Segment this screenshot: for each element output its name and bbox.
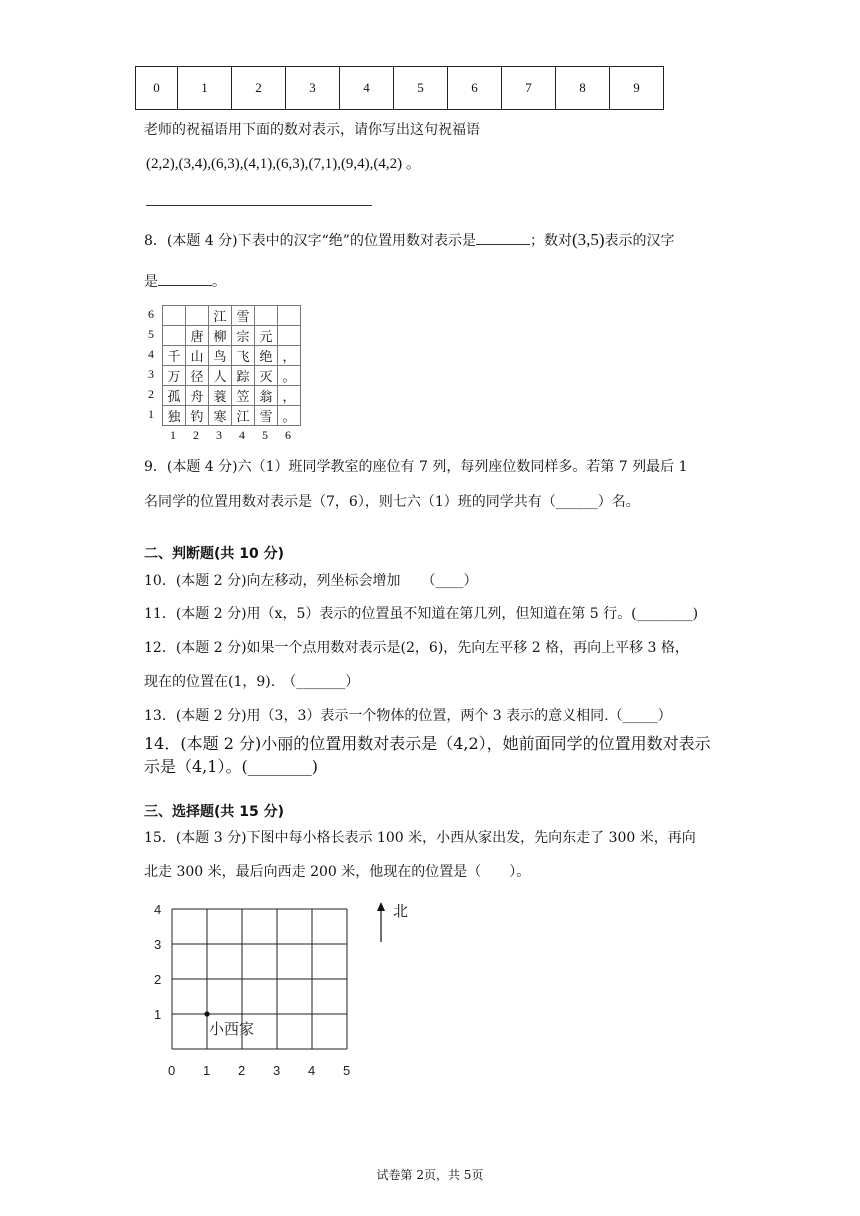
map-y-label: 3 xyxy=(154,937,162,952)
q8-text-a: 8．(本题 4 分)下表中的汉字“绝”的位置用数对表示是 xyxy=(144,233,476,249)
poem-row xyxy=(163,306,301,326)
map-grid xyxy=(172,909,347,1049)
map-x-label: 5 xyxy=(343,1063,351,1078)
poem-cell: 柳 xyxy=(209,326,232,346)
poem-cell: ， xyxy=(278,346,301,366)
poem-cell: 人 xyxy=(209,366,232,386)
poem-cell: 千 xyxy=(163,346,186,366)
q14-line2: 示是（4,1）。(________) xyxy=(144,757,318,776)
map-y-label: 2 xyxy=(154,972,162,987)
poem-cell: 飞 xyxy=(232,346,255,366)
poem-cell: 万 xyxy=(163,366,186,386)
poem-y-label: 4 xyxy=(148,347,154,361)
poem-cell: 江 xyxy=(232,406,255,426)
poem-cell: 江 xyxy=(209,306,232,326)
poem-cell: 寒 xyxy=(209,406,232,426)
poem-cell: 元 xyxy=(255,326,278,346)
section-heading-choice: 三、选择题(共 15 分) xyxy=(144,804,285,820)
section-heading-judgement: 二、判断题(共 10 分) xyxy=(144,546,285,562)
poem-x-label: 4 xyxy=(239,428,245,442)
page-footer: 试卷第 2页，共 5页 xyxy=(376,1168,484,1182)
home-point xyxy=(204,1011,209,1016)
map-x-label: 2 xyxy=(238,1063,246,1078)
digit-cell: 8 xyxy=(556,67,610,110)
poem-cell: 绝 xyxy=(255,346,278,366)
q8-blank-1[interactable] xyxy=(476,230,530,245)
poem-cell xyxy=(255,306,278,326)
poem-x-label: 3 xyxy=(216,428,222,442)
digit-cell: 0 xyxy=(136,67,178,110)
q8-line2-end: 。 xyxy=(212,274,226,290)
digit-cell: 6 xyxy=(448,67,502,110)
digit-cell: 4 xyxy=(340,67,394,110)
digit-cell: 5 xyxy=(394,67,448,110)
q8-line2 xyxy=(144,271,226,291)
map-y-label: 1 xyxy=(154,1007,162,1022)
q14-line1: 14．(本题 2 分)小丽的位置用数对表示是（4,2），她前面同学的位置用数对表示 xyxy=(144,734,711,753)
poem-cell: 笠 xyxy=(232,386,255,406)
poem-x-label: 1 xyxy=(170,428,176,442)
poem-grid xyxy=(162,305,301,426)
q8-blank-2[interactable] xyxy=(158,271,212,286)
poem-cell: 山 xyxy=(186,346,209,366)
digit-cell: 1 xyxy=(178,67,232,110)
map-axis-labels xyxy=(154,902,350,1078)
poem-cell: 钓 xyxy=(186,406,209,426)
map-y-label: 4 xyxy=(154,902,162,917)
poem-y-label: 2 xyxy=(148,387,154,401)
poem-x-label: 6 xyxy=(285,428,291,442)
poem-cell xyxy=(278,326,301,346)
q8-text-c: 表示的汉字 xyxy=(604,233,675,249)
poem-cell xyxy=(186,306,209,326)
poem-cell xyxy=(163,326,186,346)
q8-line2-label: 是 xyxy=(144,274,158,290)
digit-row xyxy=(136,67,664,110)
digit-cell: 3 xyxy=(286,67,340,110)
q10: 10．(本题 2 分)向左移动，列坐标会增加 （____） xyxy=(144,573,478,589)
poem-cell: 径 xyxy=(186,366,209,386)
poem-cell: 舟 xyxy=(186,386,209,406)
digit-cell: 2 xyxy=(232,67,286,110)
map-x-label: 0 xyxy=(168,1063,176,1078)
poem-cell: 。 xyxy=(278,406,301,426)
q13: 13．(本题 2 分)用（3，3）表示一个物体的位置，两个 3 表示的意义相同.（_____） xyxy=(144,708,672,724)
q7-pairs: (2,2),(3,4),(6,3),(4,1),(6,3),(7,1),(9,4),(4,2) 。 xyxy=(146,156,421,172)
q9-line1: 9．(本题 4 分)六（1）班同学教室的座位有 7 列，每列座位数同样多。若第 7 列最后 1 xyxy=(144,459,688,475)
q11: 11．(本题 2 分)用（x，5）表示的位置虽不知道在第几列，但知道在第 5 行。(________) xyxy=(144,606,699,622)
poem-cell: 唐 xyxy=(186,326,209,346)
q8-pair: (3,5) xyxy=(571,230,605,249)
q9-line2: 名同学的位置用数对表示是（7，6），则七六（1）班的同学共有（______）名。 xyxy=(144,494,640,510)
poem-cell: 蓑 xyxy=(209,386,232,406)
home-label: 小西家 xyxy=(209,1021,255,1038)
poem-cell: 。 xyxy=(278,366,301,386)
poem-cell: ， xyxy=(278,386,301,406)
q15-line1: 15．(本题 3 分)下图中每小格长表示 100 米，小西从家出发，先向东走了 300 米，再向 xyxy=(144,830,696,846)
poem-row xyxy=(163,386,301,406)
north-label: 北 xyxy=(393,902,409,920)
poem-cell: 鸟 xyxy=(209,346,232,366)
q12-line2: 现在的位置在(1，9). （_______） xyxy=(144,674,360,690)
poem-y-label: 6 xyxy=(148,307,154,321)
poem-cell: 宗 xyxy=(232,326,255,346)
q15-line2: 北走 300 米，最后向西走 200 米，他现在的位置是（ ）。 xyxy=(144,864,531,880)
poem-row xyxy=(163,326,301,346)
poem-cell: 灭 xyxy=(255,366,278,386)
q12-line1: 12．(本题 2 分)如果一个点用数对表示是(2，6)，先向左平移 2 格，再向上平移 3 格， xyxy=(144,640,689,656)
poem-x-label: 2 xyxy=(193,428,199,442)
poem-y-label: 3 xyxy=(148,367,154,381)
map-x-label: 4 xyxy=(308,1063,316,1078)
poem-cell: 孤 xyxy=(163,386,186,406)
digit-cell: 7 xyxy=(502,67,556,110)
poem-cell xyxy=(163,306,186,326)
poem-cell: 独 xyxy=(163,406,186,426)
digit-cell: 9 xyxy=(610,67,664,110)
map-x-label: 1 xyxy=(203,1063,211,1078)
poem-row xyxy=(163,406,301,426)
poem-row xyxy=(163,346,301,366)
digit-table xyxy=(135,66,664,110)
poem-cell xyxy=(278,306,301,326)
q8-line1 xyxy=(144,230,675,250)
q7-answer-line[interactable] xyxy=(146,205,372,206)
poem-cell: 翁 xyxy=(255,386,278,406)
poem-row xyxy=(163,366,301,386)
q8-text-b: ；数对 xyxy=(529,233,572,249)
poem-y-label: 1 xyxy=(148,407,154,421)
map-x-label: 3 xyxy=(273,1063,281,1078)
poem-cell: 雪 xyxy=(255,406,278,426)
poem-x-label: 5 xyxy=(262,428,268,442)
poem-cell: 踪 xyxy=(232,366,255,386)
poem-y-label: 5 xyxy=(148,327,154,341)
q7-line1: 老师的祝福语用下面的数对表示，请你写出这句祝福语 xyxy=(144,122,480,138)
poem-cell: 雪 xyxy=(232,306,255,326)
